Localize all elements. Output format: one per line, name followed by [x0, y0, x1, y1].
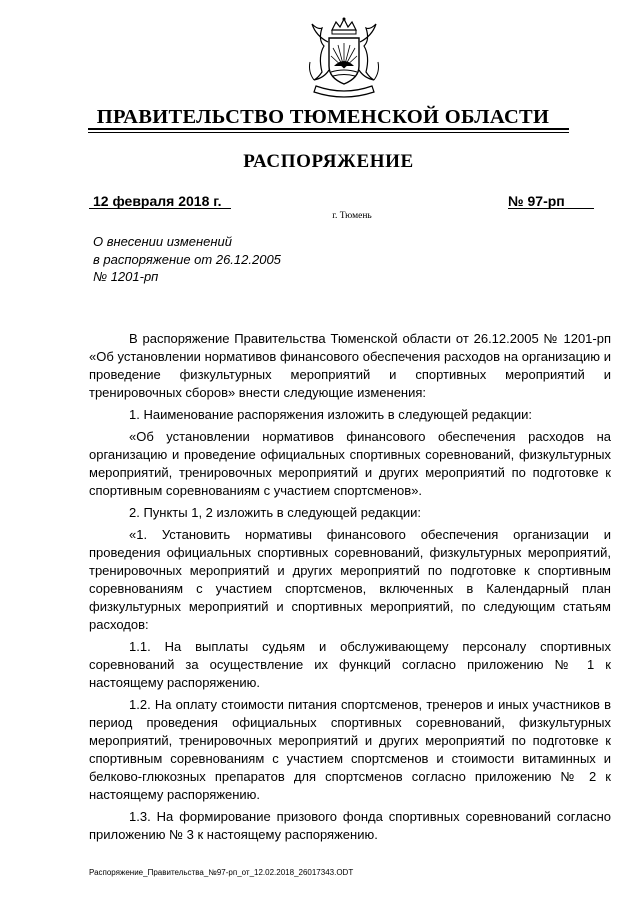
- body-paragraph: «1. Установить нормативы финансового обеспечения организации и проведения официальных спортивных соревнований, физкультурных мероприятий, тренировочных мероприятий и других мероприятий по подготовке к спортивным соревнованиям с участием спортсменов, включенных в Календарный план физкультурных мероприятий и спортивных мероприятий, по следующим статьям расходов:: [89, 527, 611, 632]
- tyumen-coat-of-arms-icon: [294, 16, 394, 106]
- document-number: № 97-рп: [508, 193, 565, 209]
- body-paragraph: «Об установлении нормативов финансового обеспечения расходов на организацию и проведение официальных спортивных соревнований, физкультурных мероприятий, тренировочных мероприятий и других мероприятий по подготовке к спортивным соревнованиям с участием спортсменов».: [89, 429, 611, 498]
- body-paragraph: 1. Наименование распоряжения изложить в следующей редакции:: [129, 407, 533, 422]
- subject-line: № 1201-рп: [93, 269, 159, 284]
- document-city: г. Тюмень: [332, 211, 372, 221]
- document-date: 12 февраля 2018 г.: [93, 193, 222, 209]
- body-paragraph: В распоряжение Правительства Тюменской области от 26.12.2005 № 1201-рп «Об установлении нормативов финансового обеспечения расходов на организацию и проведение физкультурных мероприятий и спортивных мероприятий и тренировочных сборов» внести следующие изменения:: [89, 331, 611, 400]
- body-paragraph: 2. Пункты 1, 2 изложить в следующей редакции:: [129, 505, 421, 520]
- body-paragraph: 1.3. На формирование призового фонда спортивных соревнований согласно приложению № 3 к настоящему распоряжению.: [89, 809, 611, 842]
- header-rule: [88, 128, 569, 130]
- document-subject: [93, 233, 281, 286]
- header-rule-thin: [88, 132, 569, 133]
- date-underline: [89, 208, 231, 209]
- subject-line: О внесении изменений: [93, 234, 232, 249]
- document-type: РАСПОРЯЖЕНИЕ: [243, 151, 414, 172]
- number-underline: [508, 208, 594, 209]
- document-body: [89, 330, 611, 848]
- body-paragraph: 1.1. На выплаты судьям и обслуживающему персоналу спортивных соревнований за осуществление их функций согласно приложению № 1 к настоящему распоряжению.: [89, 639, 611, 690]
- subject-line: в распоряжение от 26.12.2005: [93, 251, 281, 267]
- body-paragraph: 1.2. На оплату стоимости питания спортсменов, тренеров и иных участников в период проведения официальных спортивных соревнований, физкультурных мероприятий, тренировочных мероприятий и других мероприятий по подготовке к спортивным соревнованиям с участием спортсменов и стоимости витаминных и белково-глюкозных препаратов для спортсменов согласно приложению № 2 к настоящему распоряжению.: [89, 697, 611, 802]
- government-name: ПРАВИТЕЛЬСТВО ТЮМЕНСКОЙ ОБЛАСТИ: [96, 106, 550, 128]
- footer-filename: Распоряжение_Правительства_№97-рп_от_12.02.2018_26017343.ODT: [89, 868, 354, 877]
